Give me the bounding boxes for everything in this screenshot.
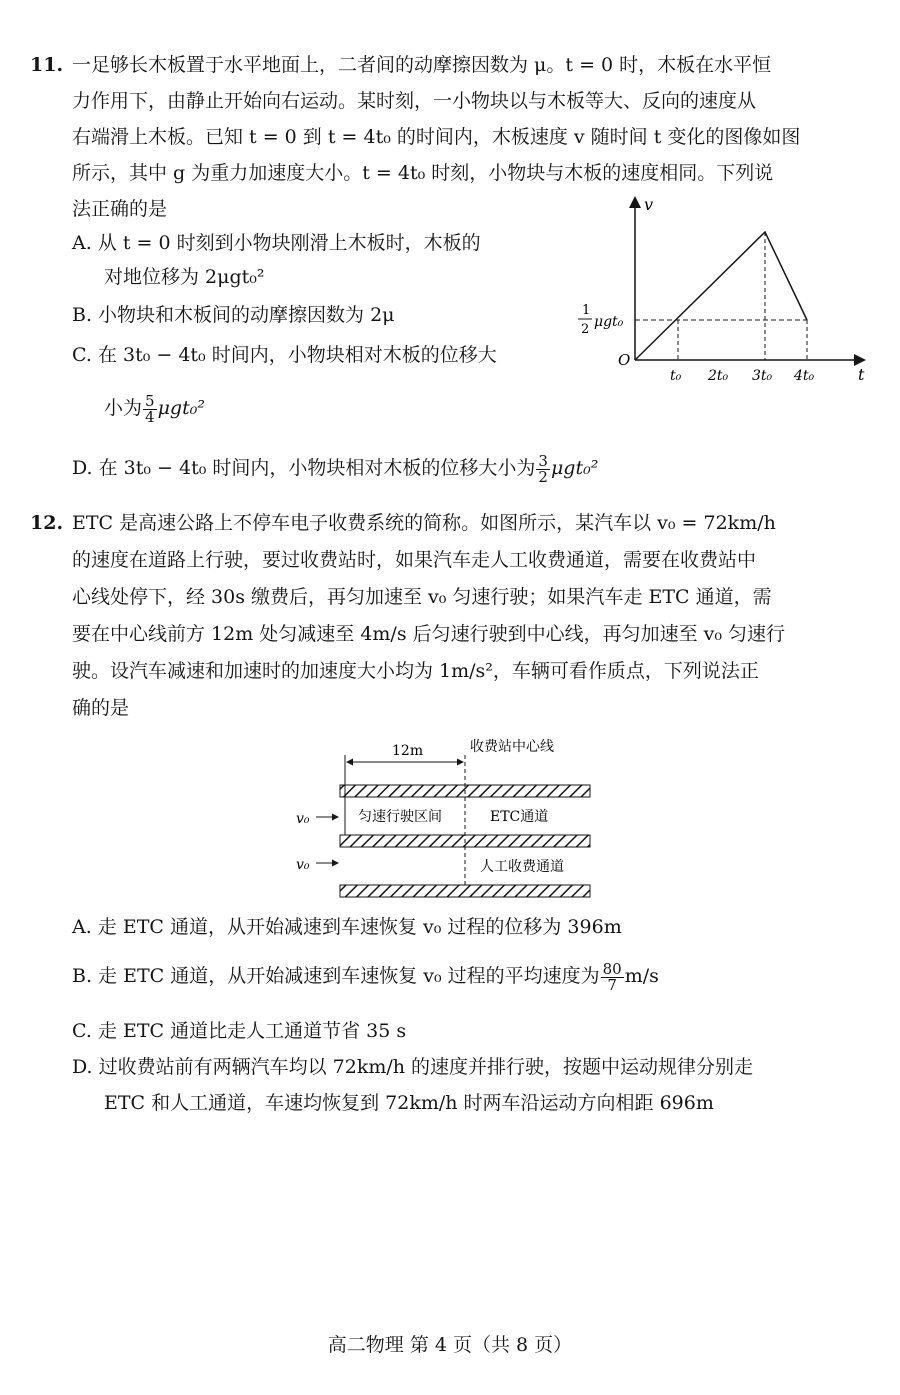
q11-option-d-fraction [536, 451, 550, 486]
question-11-number: 11. [30, 54, 64, 76]
q12-option-a: A. 走 ETC 通道，从开始减速到车速恢复 v₀ 过程的位移为 396m [72, 916, 622, 938]
graph-y-tick-denominator: 2 [581, 322, 590, 337]
diagram-uniform-zone-label: 匀速行驶区间 [358, 809, 442, 825]
q12-stem-line-2: 的速度在道路上行驶，要过收费站时，如果汽车走人工收费通道，需要在收费站中 [72, 549, 757, 571]
diagram-velocity-label-etc: v₀ [296, 811, 310, 827]
q11-stem-line-4: 所示，其中 g 为重力加速度大小。t = 4t₀ 时刻，小物块与木板的速度相同。下列说 [72, 162, 774, 184]
q12-option-b-suffix: m/s [624, 965, 659, 987]
diagram-barrier-bottom [340, 885, 590, 897]
q12-stem-line-5: 驶。设汽车减速和加速时的加速度大小均为 1m/s²，车辆可看作质点，下列说法正 [72, 660, 759, 682]
q11-option-c-prefix: 小为 [104, 397, 143, 419]
diagram-etc-lane-label: ETC通道 [490, 809, 549, 825]
q11-option-c-denominator: 4 [145, 407, 155, 426]
q12-stem-line-3: 心线处停下，经 30s 缴费后，再匀加速至 v₀ 匀速行驶；如果汽车走 ETC 通道，需 [72, 586, 772, 608]
diagram-distance-label: 12m [392, 743, 424, 759]
q11-option-d-numerator: 3 [538, 451, 548, 470]
q12-option-b [72, 956, 659, 996]
q11-stem-line-1: 一足够长木板置于水平地面上，二者间的动摩擦因数为 μ。t = 0 时，木板在水平恒 [72, 54, 772, 76]
graph-origin-label: O [618, 351, 631, 369]
q11-option-d [72, 448, 598, 488]
graph-x-tick-2t0: 2t₀ [708, 368, 729, 384]
diagram-centerline-label: 收费站中心线 [470, 739, 554, 755]
graph-x-axis-label: t [858, 365, 865, 384]
q11-option-a-line-1: A. 从 t = 0 时刻到小物块刚滑上木板时，木板的 [72, 232, 481, 254]
question-12-number: 12. [30, 512, 64, 534]
graph-y-tick-suffix: μgt₀ [594, 314, 624, 330]
q12-option-d-line-2: ETC 和人工通道，车速均恢复到 72km/h 时两车沿运动方向相距 696m [104, 1092, 714, 1114]
q11-option-d-prefix: D. 在 3t₀ − 4t₀ 时间内，小物块相对木板的位移大小为 [72, 457, 536, 479]
q11-option-c-line-2 [104, 388, 205, 428]
page-footer: 高二物理 第 4 页（共 8 页） [327, 1334, 573, 1356]
q12-option-b-denominator: 7 [607, 975, 617, 994]
graph-x-tick-3t0: 3t₀ [752, 368, 773, 384]
q11-option-b: B. 小物块和木板间的动摩擦因数为 2μ [72, 304, 395, 326]
q12-option-d-line-1: D. 过收费站前有两辆汽车均以 72km/h 的速度并排行驶，按题中运动规律分别走 [72, 1056, 754, 1078]
q12-option-b-numerator: 80 [602, 959, 622, 978]
q11-option-a-line-2: 对地位移为 2μgt₀² [104, 266, 265, 288]
q11-option-c-line-1: C. 在 3t₀ − 4t₀ 时间内，小物块相对木板的位移大 [72, 344, 497, 366]
q11-option-d-denominator: 2 [538, 467, 548, 486]
q11-option-c-fraction [143, 391, 157, 426]
q12-option-c: C. 走 ETC 通道比走人工通道节省 35 s [72, 1020, 407, 1042]
graph-y-axis-label: v [644, 195, 654, 214]
q12-option-b-prefix: B. 走 ETC 通道，从开始减速到车速恢复 v₀ 过程的平均速度为 [72, 965, 600, 987]
q11-option-c-suffix: μgt₀² [157, 397, 205, 419]
diagram-manual-lane-label: 人工收费通道 [480, 859, 564, 875]
graph-x-tick-4t0: 4t₀ [794, 368, 815, 384]
q11-velocity-time-graph [560, 190, 880, 400]
q12-stem-line-6: 确的是 [72, 697, 130, 719]
graph-y-tick-numerator: 1 [582, 303, 591, 318]
q11-option-d-suffix: μgt₀² [550, 457, 599, 479]
graph-velocity-line [635, 232, 807, 360]
q12-stem-line-4: 要在中心线前方 12m 处匀减速至 4m/s 后匀速行驶到中心线，再匀加速至 v₀ 匀速行 [72, 623, 786, 645]
q11-option-c-numerator: 5 [145, 391, 155, 410]
q11-stem-line-2: 力作用下，由静止开始向右运动。某时刻，一小物块以与木板等大、反向的速度从 [72, 90, 757, 112]
q11-stem-line-3: 右端滑上木板。已知 t = 0 到 t = 4t₀ 的时间内，木板速度 v 随时间 t 变化的图像如图 [72, 126, 801, 148]
q12-stem-line-1: ETC 是高速公路上不停车电子收费系统的简称。如图所示，某汽车以 v₀ = 72km/h [72, 512, 776, 534]
q11-stem-line-5: 法正确的是 [72, 198, 168, 220]
graph-x-tick-t0: t₀ [670, 368, 682, 384]
q12-option-b-fraction [601, 959, 624, 994]
diagram-velocity-label-manual: v₀ [296, 857, 310, 873]
q12-toll-station-diagram [280, 735, 610, 910]
